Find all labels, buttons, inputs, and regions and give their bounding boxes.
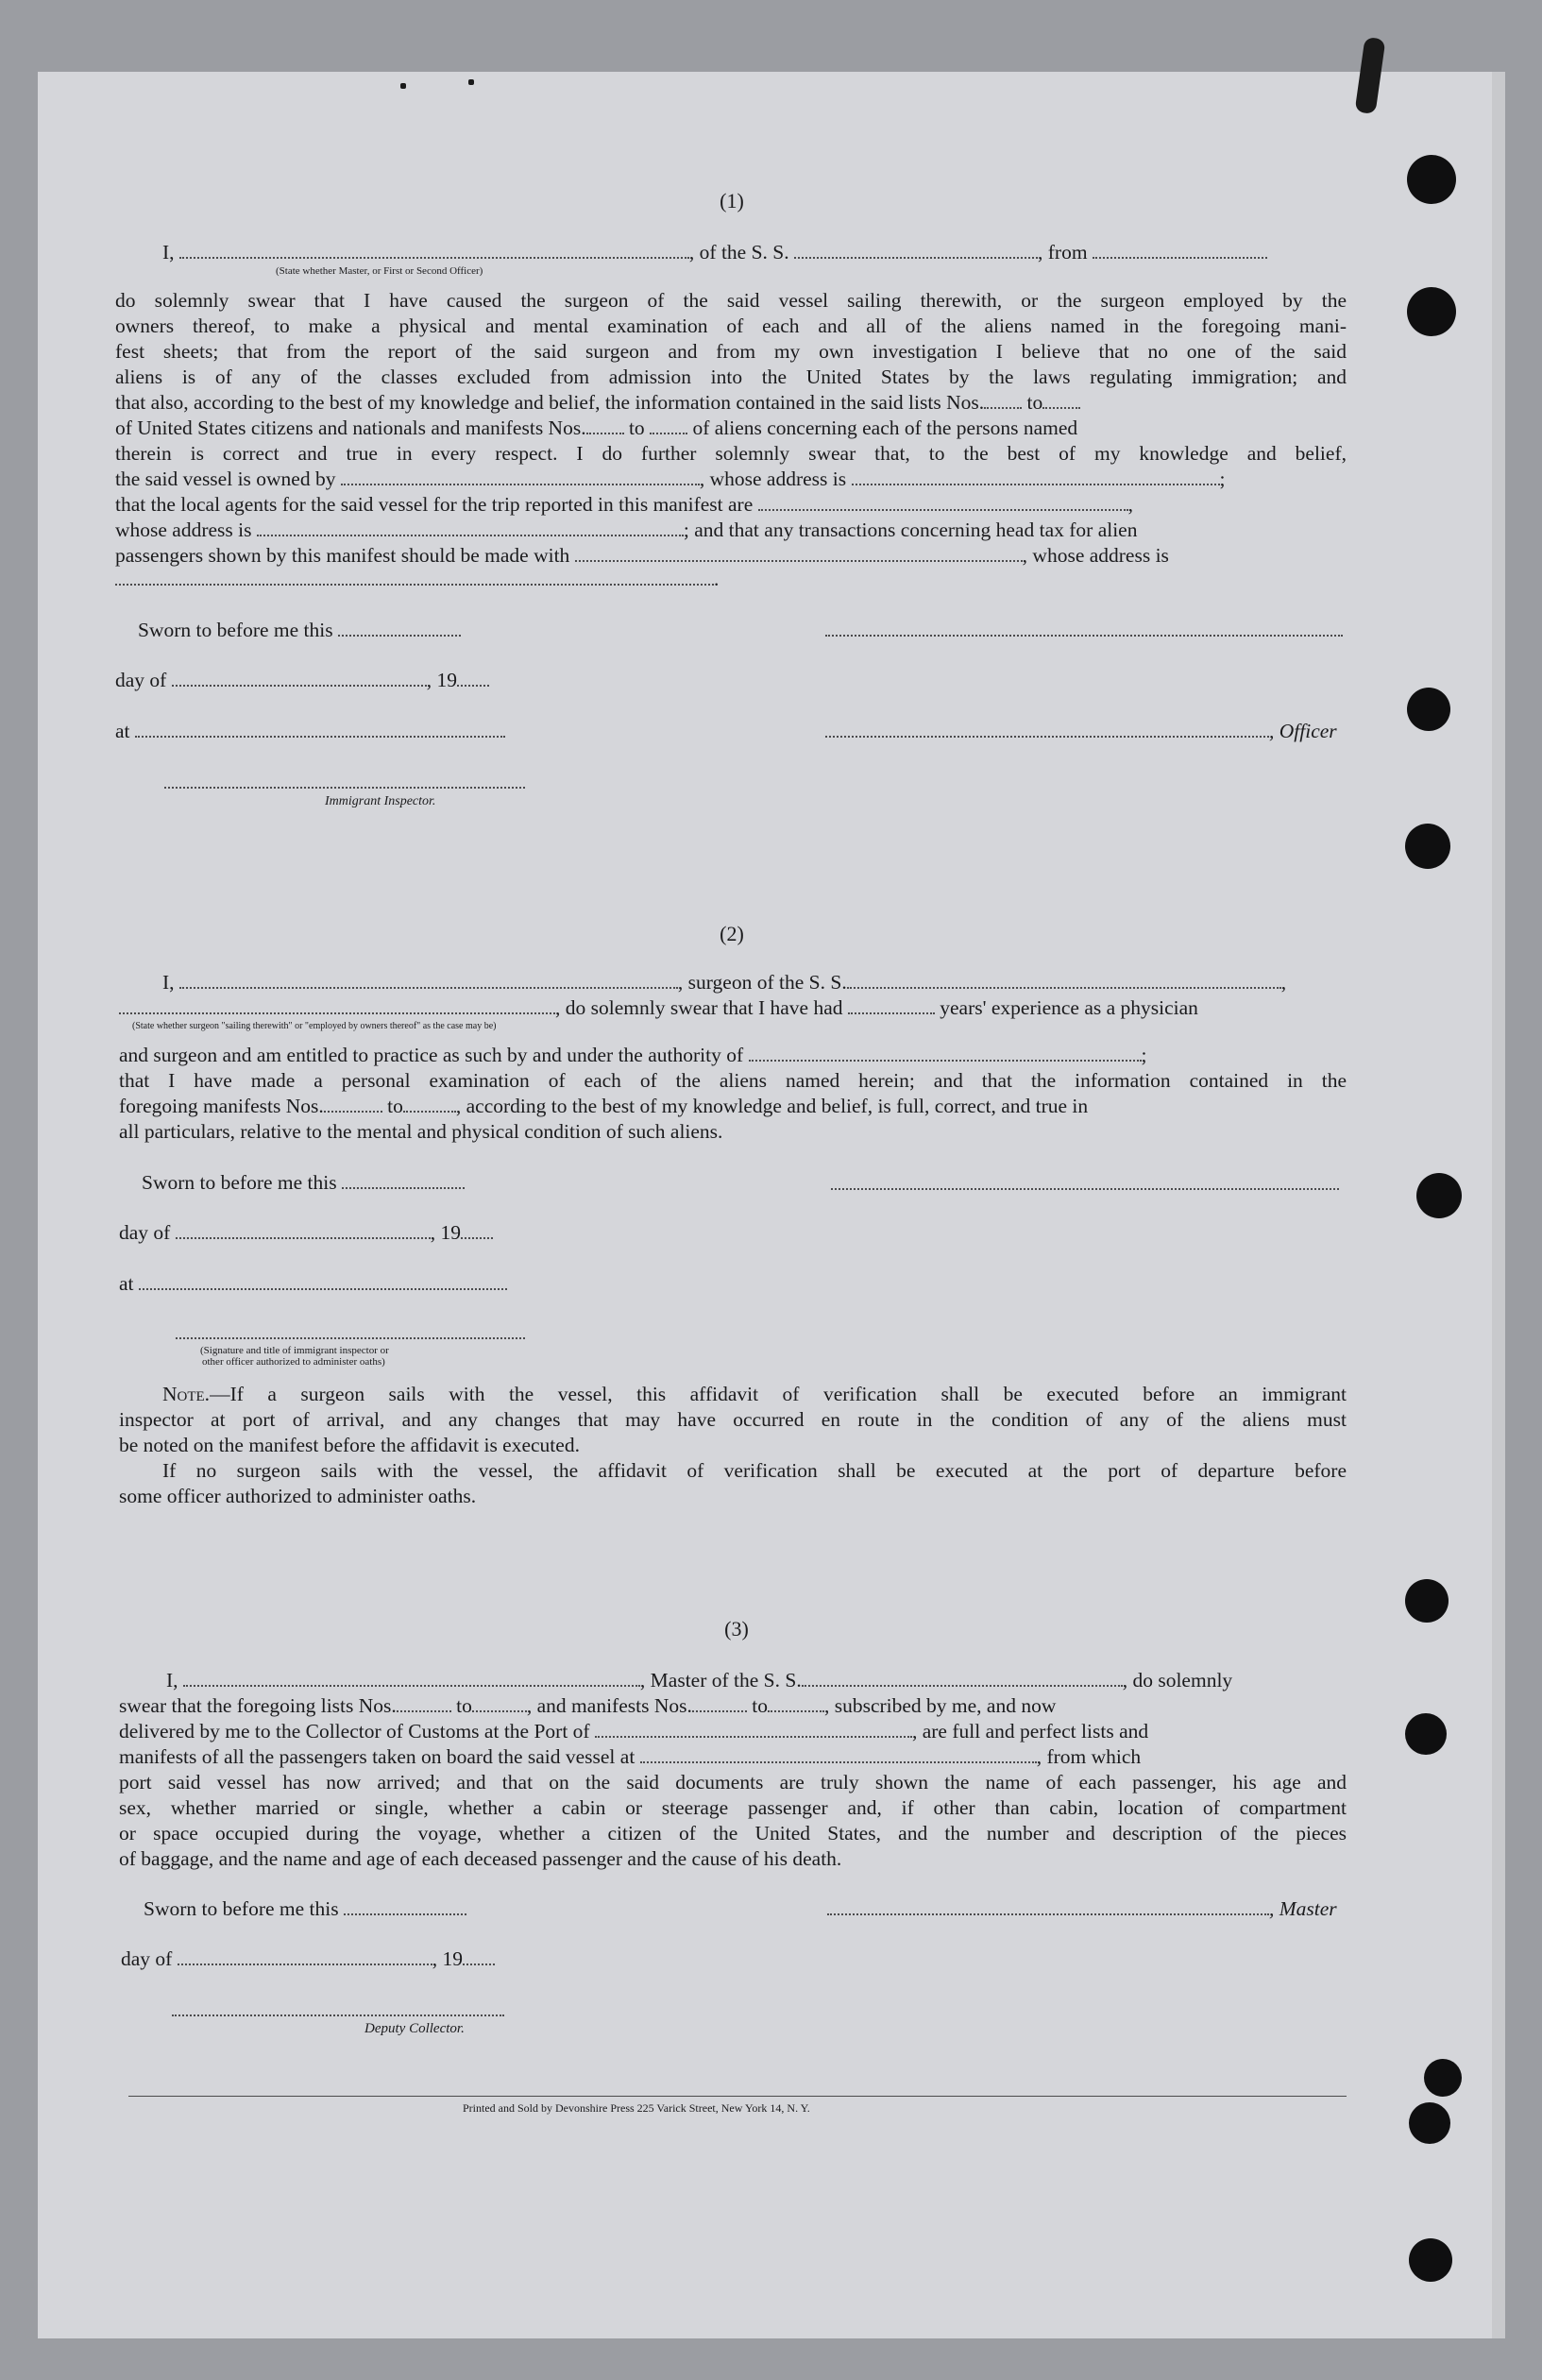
text: swear that the foregoing lists Nos.: [119, 1694, 397, 1717]
blank-field[interactable]: [825, 732, 1269, 738]
text: I,: [162, 971, 175, 994]
blank-field[interactable]: [179, 983, 678, 989]
section-2-field-note: (State whether surgeon "sailing therewith" or "employed by owners thereof" as the case may be): [132, 1021, 497, 1031]
text: I,: [166, 1669, 178, 1692]
page-edge: [1492, 72, 1505, 2338]
text: , from which: [1036, 1745, 1142, 1768]
section-3-line: [119, 1719, 1148, 1744]
section-1-officer-line: [825, 719, 1337, 744]
text: of United States citizens and nationals and manifests Nos.: [115, 416, 586, 439]
blank-field[interactable]: [802, 1681, 1123, 1687]
text: foregoing manifests Nos.: [119, 1095, 324, 1117]
blank-field[interactable]: [768, 1707, 824, 1712]
text: of aliens concerning each of the persons named: [692, 416, 1078, 439]
text: passengers shown by this manifest should be made with: [115, 544, 570, 567]
punch-hole: [1409, 2238, 1452, 2282]
section-1-para-line: [115, 390, 1080, 416]
blank-field[interactable]: [457, 681, 489, 687]
ink-mark: [400, 83, 406, 89]
blank-field[interactable]: [403, 1107, 456, 1113]
punch-hole: [1405, 1579, 1449, 1623]
section-2-para-line: all particulars, relative to the mental and physical condition of such aliens.: [119, 1120, 723, 1143]
section-1-para-line: fest sheets; that from the report of the said surgeon and from my own investigation I believe that no one of the said: [115, 340, 1347, 363]
section-2-note-line: inspector at port of arrival, and any changes that may have occurred en route in the condition of any of the aliens must: [119, 1408, 1347, 1431]
section-1-para-line: [115, 467, 1225, 492]
section-3-master-line: [827, 1896, 1337, 1922]
text: whose address is: [115, 518, 252, 541]
section-2-para-line: [119, 1094, 1088, 1119]
section-2-sworn: [142, 1170, 465, 1196]
text: ,: [1280, 971, 1287, 994]
officer-label: , Officer: [1269, 720, 1337, 742]
blank-field[interactable]: [341, 480, 700, 485]
text: , Master of the S. S.: [639, 1669, 802, 1692]
blank-field[interactable]: [139, 1284, 507, 1290]
text: I,: [162, 241, 175, 264]
blank-field[interactable]: [1042, 403, 1080, 409]
text: ;: [1219, 468, 1226, 490]
blank-field[interactable]: [650, 429, 687, 434]
section-1-para-line: owners thereof, to make a physical and mental examination of each and all of the aliens named in the foregoing mani-: [115, 314, 1347, 337]
blank-field[interactable]: [852, 480, 1220, 485]
footer-rule: [128, 2096, 1347, 2097]
section-2-at: [119, 1271, 507, 1297]
section-3-line: [119, 1693, 1056, 1719]
text: , are full and perfect lists and: [911, 1720, 1149, 1742]
inspector-signature-field[interactable]: [164, 787, 525, 789]
text: to: [1026, 391, 1043, 414]
section-1-at: [115, 719, 505, 744]
section-3-line: [166, 1668, 1232, 1693]
text: .: [714, 568, 720, 590]
section-1-para-line: aliens is of any of the classes excluded from admission into the United States by the laws regulating immigration; and: [115, 366, 1347, 388]
blank-field[interactable]: [179, 253, 689, 259]
section-2-line-1: [162, 970, 1286, 995]
signature-note: (Signature and title of immigrant inspector or: [200, 1345, 389, 1356]
blank-field[interactable]: [848, 1009, 935, 1014]
text: at: [119, 1272, 134, 1295]
section-2-number: (2): [720, 922, 744, 945]
text: to: [387, 1095, 403, 1117]
text: , whose address is: [1022, 544, 1169, 567]
text: ,: [1127, 493, 1133, 516]
section-1-sworn: [138, 618, 461, 643]
section-1-para-line: therein is correct and true in every respect. I do further solemnly swear that, to the best of my knowledge and belief,: [115, 442, 1347, 465]
ink-mark: [468, 79, 474, 85]
section-3-line: of baggage, and the name and age of each deceased passenger and the cause of his death.: [119, 1847, 842, 1870]
section-1-para-line: [115, 518, 1137, 543]
section-2-note-line: [162, 1382, 1347, 1407]
text: day of: [115, 669, 167, 691]
section-1-number: (1): [720, 189, 744, 212]
text: that also, according to the best of my knowledge and belief, the information contained in the said lists Nos.: [115, 391, 985, 414]
blank-field[interactable]: [692, 1707, 747, 1712]
section-3-sworn: [144, 1896, 466, 1922]
text: manifests of all the passengers taken on board the said vessel at: [119, 1745, 635, 1768]
blank-field[interactable]: [461, 1233, 493, 1239]
text: Sworn to before me this: [142, 1171, 337, 1194]
blank-field[interactable]: [758, 505, 1128, 511]
text: , surgeon of the S. S.: [677, 971, 847, 994]
section-1-para-line: do solemnly swear that I have caused the surgeon of the said vessel sailing therewith, or the surgeon employed by the: [115, 289, 1347, 312]
punch-hole: [1424, 2059, 1462, 2097]
blank-field[interactable]: [463, 1960, 495, 1965]
text: , 19: [426, 669, 457, 691]
text: Sworn to before me this: [138, 619, 333, 641]
punch-hole: [1407, 688, 1450, 731]
section-1-para-line: [115, 543, 1169, 569]
printer-imprint: Printed and Sold by Devonshire Press 225 Varick Street, New York 14, N. Y.: [463, 2101, 810, 2115]
text: , subscribed by me, and now: [823, 1694, 1057, 1717]
text: delivered by me to the Collector of Customs at the Port of: [119, 1720, 590, 1742]
surgeon-signature-field[interactable]: [831, 1188, 1339, 1190]
text: , 19: [430, 1221, 461, 1244]
text: ;: [1141, 1044, 1147, 1066]
text: —If a surgeon sails with the vessel, this affidavit of verification shall be executed before an immigrant: [210, 1383, 1347, 1405]
text: and surgeon and am entitled to practice as such by and under the authority of: [119, 1044, 744, 1066]
punch-hole: [1405, 824, 1450, 869]
blank-field[interactable]: [324, 1107, 382, 1113]
blank-field[interactable]: [172, 681, 427, 687]
section-1-para-line: [115, 416, 1077, 441]
text: , 19: [432, 1947, 463, 1970]
text: , whose address is: [699, 468, 847, 490]
blank-field[interactable]: [1093, 253, 1267, 259]
section-3-line: sex, whether married or single, whether a cabin or steerage passenger and, if other than cabin, location of compartment: [119, 1796, 1347, 1819]
text: , and manifests Nos.: [526, 1694, 692, 1717]
section-2-note-line: some officer authorized to administer oaths.: [119, 1485, 477, 1507]
blank-field[interactable]: [827, 1910, 1269, 1915]
section-1-para-line: [115, 567, 719, 592]
blank-field[interactable]: [794, 253, 1038, 259]
blank-field[interactable]: [640, 1758, 1037, 1763]
blank-field[interactable]: [749, 1056, 1142, 1062]
blank-field[interactable]: [344, 1910, 466, 1915]
text: the said vessel is owned by: [115, 468, 336, 490]
inspector-label: Immigrant Inspector.: [325, 794, 436, 808]
blank-field[interactable]: [176, 1233, 431, 1239]
signature-note: other officer authorized to administer oaths): [202, 1356, 385, 1368]
section-3-line: [119, 1744, 1141, 1770]
section-2-para-line: [119, 1043, 1146, 1068]
collector-label: Deputy Collector.: [364, 2021, 465, 2036]
master-label: , Master: [1269, 1897, 1337, 1920]
collector-signature-field[interactable]: [172, 2014, 504, 2016]
punch-hole: [1405, 1713, 1447, 1755]
section-2-line-2: [119, 995, 1198, 1021]
section-2-note-line: be noted on the manifest before the affidavit is executed.: [119, 1434, 580, 1456]
text: , of the S. S.: [688, 241, 789, 264]
blank-field[interactable]: [135, 732, 505, 738]
section-3-line: port said vessel has now arrived; and that on the said documents are truly shown the name of each passenger, his age and: [119, 1771, 1347, 1794]
note-label: Note.: [162, 1383, 211, 1405]
blank-field[interactable]: [178, 1960, 432, 1965]
text: , from: [1038, 241, 1088, 264]
section-2-para-line: that I have made a personal examination of each of the aliens named herein; and that the information contained in the: [119, 1069, 1347, 1092]
text: ; and that any transactions concerning head tax for alien: [683, 518, 1138, 541]
blank-field[interactable]: [984, 403, 1022, 409]
text: Sworn to before me this: [144, 1897, 339, 1920]
punch-hole: [1416, 1173, 1462, 1218]
section-1-line-1: [162, 240, 1347, 265]
text: , do solemnly: [1122, 1669, 1233, 1692]
blank-field[interactable]: [257, 531, 684, 536]
blank-field[interactable]: [183, 1681, 640, 1687]
inspector-signature-field[interactable]: [176, 1337, 525, 1339]
punch-hole: [1409, 2102, 1450, 2144]
officer-signature-field[interactable]: [825, 635, 1343, 637]
blank-field[interactable]: [119, 1009, 555, 1014]
section-1-para-line: [115, 492, 1133, 518]
text: to: [628, 416, 645, 439]
punch-hole: [1407, 287, 1456, 336]
blank-field[interactable]: [575, 556, 1023, 562]
punch-hole: [1407, 155, 1456, 204]
text: to: [456, 1694, 472, 1717]
section-2-day: [119, 1220, 493, 1246]
blank-field[interactable]: [342, 1183, 465, 1189]
section-1-field-note: (State whether Master, or First or Second Officer): [276, 265, 483, 277]
blank-field[interactable]: [586, 429, 624, 434]
text: that the local agents for the said vessel for the trip reported in this manifest are: [115, 493, 754, 516]
blank-field[interactable]: [595, 1732, 912, 1738]
blank-field[interactable]: [338, 631, 461, 637]
section-3-day: [121, 1946, 495, 1972]
text: years' experience as a physician: [940, 996, 1198, 1019]
section-2-note-line: If no surgeon sails with the vessel, the affidavit of verification shall be executed at the port of departure before: [162, 1459, 1347, 1482]
text: , do solemnly swear that I have had: [555, 996, 843, 1019]
text: , according to the best of my knowledge and belief, is full, correct, and true in: [455, 1095, 1089, 1117]
blank-field[interactable]: [472, 1707, 527, 1712]
text: at: [115, 720, 130, 742]
text: to: [752, 1694, 768, 1717]
blank-field[interactable]: [115, 580, 714, 586]
blank-field[interactable]: [847, 983, 1281, 989]
blank-field[interactable]: [397, 1707, 451, 1712]
section-1-day: [115, 668, 489, 693]
section-3-line: or space occupied during the voyage, whether a citizen of the United States, and the number and description of the pieces: [119, 1822, 1347, 1844]
section-3-number: (3): [724, 1617, 749, 1640]
text: day of: [121, 1947, 173, 1970]
text: day of: [119, 1221, 171, 1244]
